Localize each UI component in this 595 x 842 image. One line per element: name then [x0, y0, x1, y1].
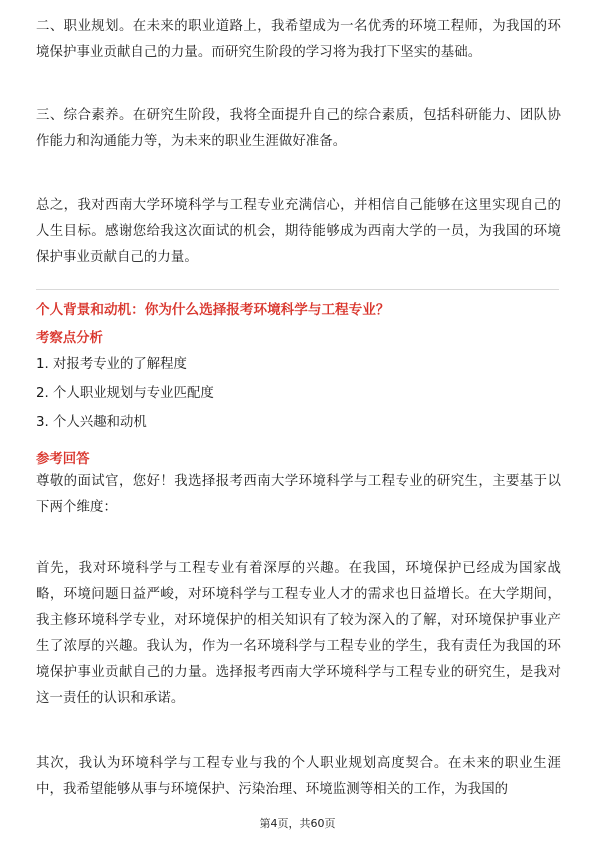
answer-paragraph-interest: 首先，我对环境科学与工程专业有着深厚的兴趣。在我国，环境保护已经成为国家战略，环境问题日益严峻，对环境科学与工程专业人才的需求也日益增长。在大学期间，我主修环境科学专业，对环境保护的相关知识有了较为深入的了解，对环境保护事业产生了浓厚的兴趣。我认为，作为一名环境科学与工程专业的学生，我有责任为我国的环境保护事业贡献自己的力量。选择报考西南大学环境科学与工程专业的研究生，是我对这一责任的认识和承诺。 [36, 561, 561, 706]
paragraph-career-plan: 二、职业规划。在未来的职业道路上，我希望成为一名优秀的环境工程师，为我国的环境保护事业贡献自己的力量。而研究生阶段的学习将为我打下坚实的基础。 [36, 19, 561, 60]
answer-paragraph-career-fit: 其次，我认为环境科学与工程专业与我的个人职业规划高度契合。在未来的职业生涯中，我希望能够从事与环境保护、污染治理、环境监测等相关的工作，为我国的 [36, 756, 561, 797]
analysis-item: 3. 个人兴趣和动机 [36, 415, 147, 430]
section-divider [36, 289, 559, 290]
paragraph-overall-quality: 三、综合素养。在研究生阶段，我将全面提升自己的综合素质，包括科研能力、团队协作能力和沟通能力等，为未来的职业生涯做好准备。 [36, 108, 561, 149]
analysis-item: 1. 对报考专业的了解程度 [36, 357, 187, 372]
question-title: 个人背景和动机：你为什么选择报考环境科学与工程专业？ [36, 302, 390, 318]
paragraph-conclusion: 总之，我对西南大学环境科学与工程专业充满信心，并相信自己能够在这里实现自己的人生目标。感谢您给我这次面试的机会，期待能够成为西南大学的一员，为我国的环境保护事业贡献自己的力量。 [36, 198, 561, 265]
page-number-footer: 第4页，共60页 [259, 817, 336, 830]
analysis-heading: 考察点分析 [36, 331, 103, 346]
answer-paragraph-intro: 尊敬的面试官，您好！我选择报考西南大学环境科学与工程专业的研究生，主要基于以下两个维度： [36, 474, 561, 515]
answer-heading: 参考回答 [36, 452, 90, 467]
analysis-item: 2. 个人职业规划与专业匹配度 [36, 386, 214, 401]
